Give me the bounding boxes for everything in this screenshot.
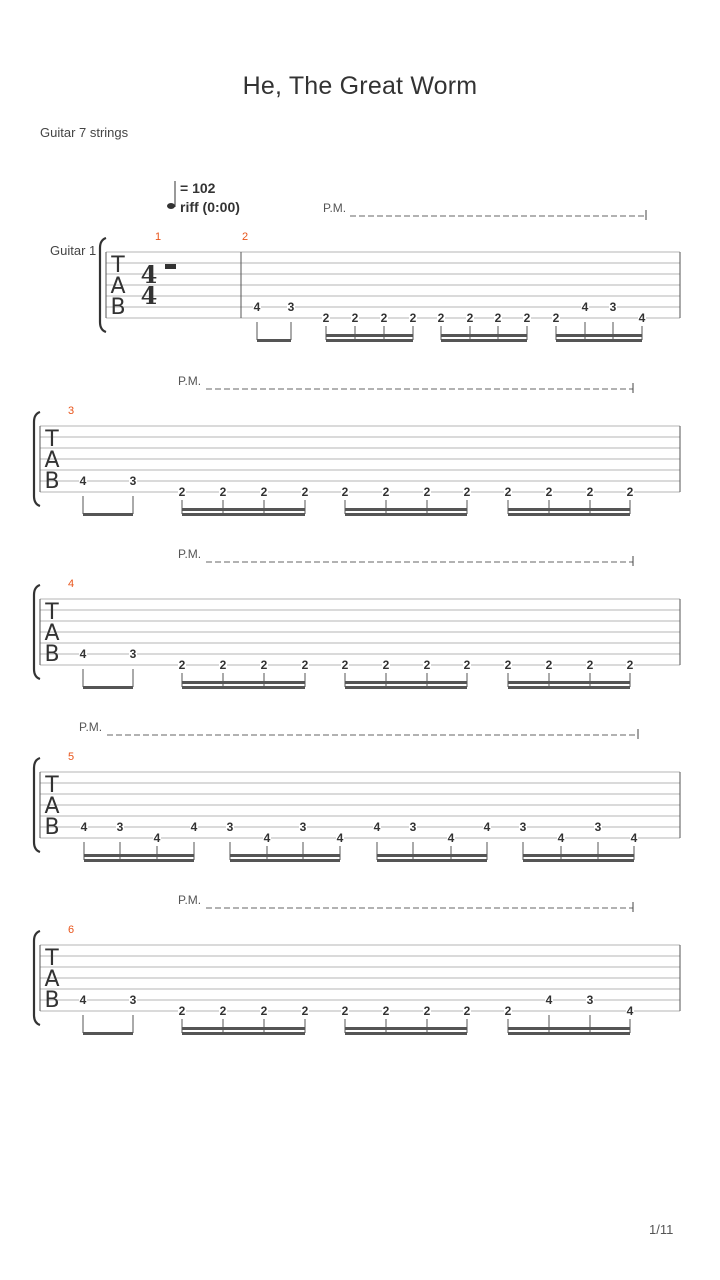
page-number: 1/11 <box>649 1222 674 1237</box>
note-beam <box>556 339 642 342</box>
system-bracket <box>34 931 40 1025</box>
fret-number: 2 <box>219 485 227 499</box>
fret-number: 3 <box>609 300 617 314</box>
fret-number: 4 <box>581 300 589 314</box>
fret-number: 3 <box>594 820 602 834</box>
fret-number: 3 <box>116 820 124 834</box>
note-beam <box>84 854 194 857</box>
note-beam <box>508 686 630 689</box>
rest-symbol <box>165 264 176 269</box>
fret-number: 3 <box>586 993 594 1007</box>
system-bracket <box>100 238 106 332</box>
fret-number: 2 <box>260 658 268 672</box>
track-label: Guitar 1 <box>50 243 97 258</box>
tab-clef-letter: B <box>44 815 60 840</box>
fret-number: 3 <box>287 300 295 314</box>
note-beam <box>230 854 340 857</box>
note-beam <box>182 513 305 516</box>
palm-mute-label: P.M. <box>178 547 202 561</box>
fret-number: 2 <box>494 311 502 325</box>
measure-number: 5 <box>68 751 75 763</box>
note-beam <box>508 513 630 516</box>
note-beam <box>84 859 194 862</box>
note-beam <box>182 508 305 511</box>
tempo-note-head <box>167 203 175 209</box>
note-beam <box>182 681 305 684</box>
tab-clef-letter: T <box>45 600 59 625</box>
fret-number: 2 <box>301 1004 309 1018</box>
fret-number: 2 <box>545 658 553 672</box>
note-beam <box>182 686 305 689</box>
instrument-label: Guitar 7 strings <box>40 125 129 140</box>
fret-number: 2 <box>409 311 417 325</box>
fret-number: 3 <box>409 820 417 834</box>
fret-number: 2 <box>322 311 330 325</box>
fret-number: 2 <box>463 658 471 672</box>
fret-number: 2 <box>504 1004 512 1018</box>
system-bracket <box>34 585 40 679</box>
palm-mute-label: P.M. <box>178 374 202 388</box>
fret-number: 2 <box>463 485 471 499</box>
fret-number: 2 <box>351 311 359 325</box>
fret-number: 4 <box>483 820 491 834</box>
fret-number: 3 <box>226 820 234 834</box>
note-beam <box>345 508 467 511</box>
fret-number: 2 <box>380 311 388 325</box>
measure-number: 2 <box>242 231 249 243</box>
tab-clef-letter: A <box>44 448 60 473</box>
note-beam <box>508 508 630 511</box>
tab-clef-letter: T <box>111 253 125 278</box>
fret-number: 2 <box>219 1004 227 1018</box>
fret-number: 3 <box>129 647 137 661</box>
tab-clef-letter: B <box>110 295 126 320</box>
fret-number: 2 <box>260 485 268 499</box>
fret-number: 2 <box>504 658 512 672</box>
note-beam <box>257 339 291 342</box>
section-marker: riff (0:00) <box>180 199 240 215</box>
note-beam <box>230 859 340 862</box>
tab-clef-letter: A <box>44 794 60 819</box>
note-beam <box>345 681 467 684</box>
fret-number: 2 <box>178 1004 186 1018</box>
fret-number: 4 <box>153 831 161 845</box>
tab-clef-letter: T <box>45 773 59 798</box>
note-beam <box>377 854 487 857</box>
fret-number: 2 <box>586 658 594 672</box>
note-beam <box>83 513 133 516</box>
fret-number: 2 <box>178 658 186 672</box>
system-bracket <box>34 412 40 506</box>
fret-number: 4 <box>447 831 455 845</box>
palm-mute-label: P.M. <box>79 720 103 734</box>
note-beam <box>182 1032 305 1035</box>
fret-number: 4 <box>190 820 198 834</box>
tab-clef-letter: T <box>45 946 59 971</box>
fret-number: 4 <box>79 993 87 1007</box>
fret-number: 2 <box>463 1004 471 1018</box>
fret-number: 2 <box>626 658 634 672</box>
measure-number: 3 <box>68 405 75 417</box>
fret-number: 4 <box>80 820 88 834</box>
note-beam <box>508 681 630 684</box>
note-beam <box>377 859 487 862</box>
fret-number: 2 <box>626 485 634 499</box>
note-beam <box>83 686 133 689</box>
fret-number: 2 <box>437 311 445 325</box>
fret-number: 2 <box>341 1004 349 1018</box>
note-beam <box>523 854 634 857</box>
fret-number: 4 <box>630 831 638 845</box>
note-beam <box>326 339 413 342</box>
tab-clef-letter: B <box>44 988 60 1013</box>
fret-number: 2 <box>301 485 309 499</box>
measure-number: 4 <box>68 578 75 590</box>
time-signature-numerator: 4 <box>140 260 158 289</box>
fret-number: 3 <box>519 820 527 834</box>
note-beam <box>345 686 467 689</box>
note-beam <box>83 1032 133 1035</box>
fret-number: 2 <box>178 485 186 499</box>
note-beam <box>345 1032 467 1035</box>
fret-number: 2 <box>423 658 431 672</box>
fret-number: 2 <box>545 485 553 499</box>
fret-number: 4 <box>336 831 344 845</box>
fret-number: 3 <box>129 993 137 1007</box>
fret-number: 4 <box>557 831 565 845</box>
fret-number: 2 <box>423 485 431 499</box>
tab-clef-letter: T <box>45 427 59 452</box>
fret-number: 2 <box>382 658 390 672</box>
measure-number: 6 <box>68 924 75 936</box>
note-beam <box>326 334 413 337</box>
fret-number: 2 <box>301 658 309 672</box>
tab-clef-letter: A <box>110 274 126 299</box>
note-beam <box>508 1027 630 1030</box>
note-beam <box>345 513 467 516</box>
fret-number: 2 <box>341 658 349 672</box>
fret-number: 4 <box>545 993 553 1007</box>
fret-number: 2 <box>341 485 349 499</box>
song-title: He, The Great Worm <box>242 72 478 100</box>
tab-clef-letter: A <box>44 967 60 992</box>
fret-number: 4 <box>263 831 271 845</box>
tab-clef-letter: B <box>44 469 60 494</box>
tab-clef-letter: B <box>44 642 60 667</box>
note-beam <box>345 1027 467 1030</box>
palm-mute-label: P.M. <box>178 893 202 907</box>
fret-number: 2 <box>260 1004 268 1018</box>
fret-number: 2 <box>423 1004 431 1018</box>
fret-number: 4 <box>373 820 381 834</box>
note-beam <box>508 1032 630 1035</box>
tab-clef-letter: A <box>44 621 60 646</box>
note-beam <box>182 1027 305 1030</box>
note-beam <box>441 339 527 342</box>
fret-number: 2 <box>466 311 474 325</box>
note-beam <box>441 334 527 337</box>
fret-number: 2 <box>382 485 390 499</box>
palm-mute-label: P.M. <box>323 201 347 215</box>
tempo-marking: = 102 <box>180 180 216 196</box>
fret-number: 2 <box>552 311 560 325</box>
fret-number: 3 <box>299 820 307 834</box>
fret-number: 2 <box>523 311 531 325</box>
note-beam <box>523 859 634 862</box>
fret-number: 4 <box>253 300 261 314</box>
fret-number: 2 <box>504 485 512 499</box>
measure-number: 1 <box>155 231 162 243</box>
fret-number: 4 <box>79 647 87 661</box>
note-beam <box>556 334 642 337</box>
fret-number: 4 <box>638 311 646 325</box>
fret-number: 4 <box>79 474 87 488</box>
fret-number: 2 <box>219 658 227 672</box>
fret-number: 2 <box>586 485 594 499</box>
time-signature-denominator: 4 <box>140 281 158 310</box>
fret-number: 2 <box>382 1004 390 1018</box>
fret-number: 3 <box>129 474 137 488</box>
system-bracket <box>34 758 40 852</box>
fret-number: 4 <box>626 1004 634 1018</box>
